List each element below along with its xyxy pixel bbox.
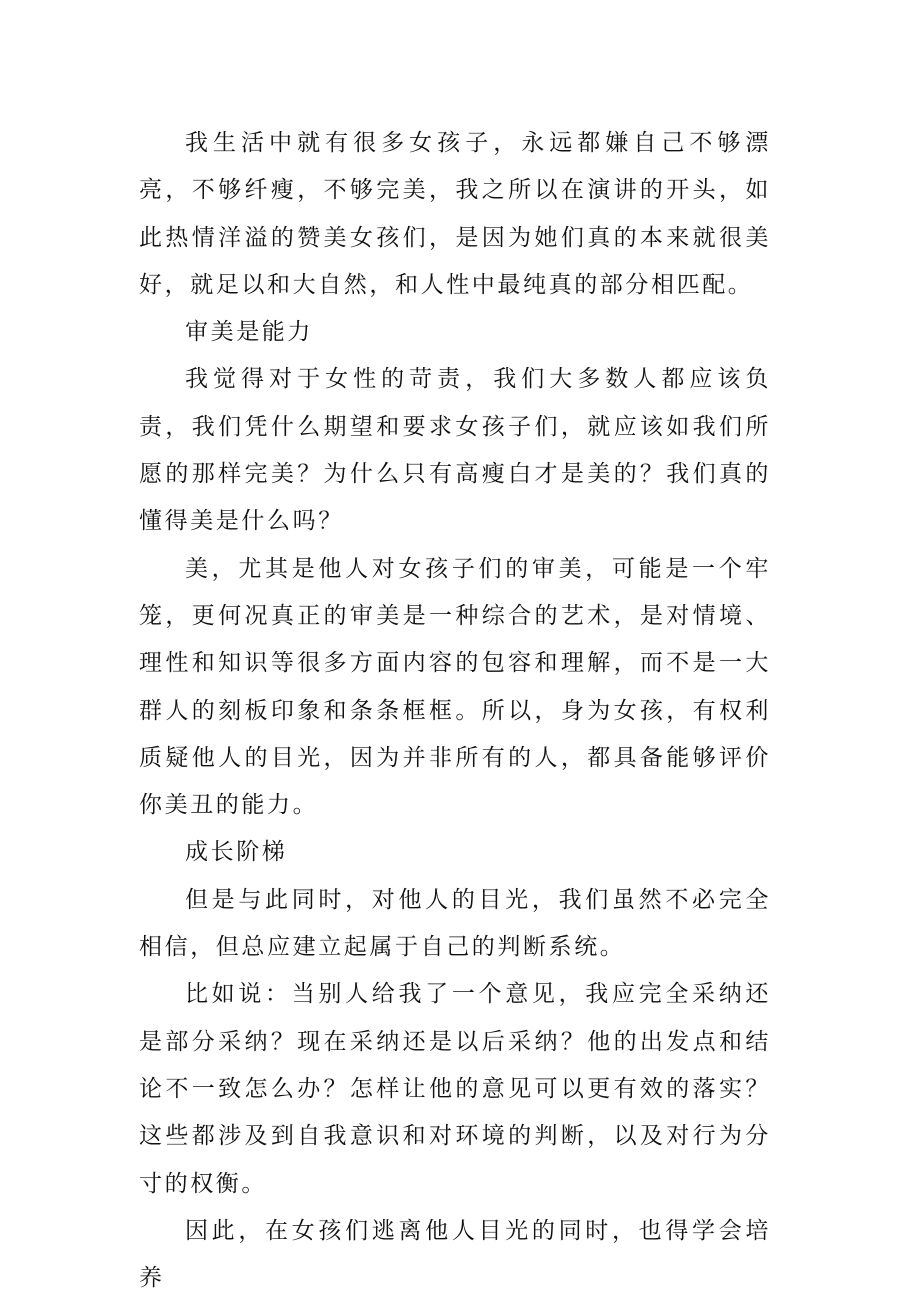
section-heading-aesthetics: 审美是能力 [185, 319, 313, 346]
paragraph-beauty-cage: 美，尤其是他人对女孩子们的审美，可能是一个牢笼，更何况真正的审美是一种综合的艺术，是对情境、理性和知识等很多方面内容的包容和理解，而不是一大群人的刻板印象和条条框框。所以，身为女孩，有权利质疑他人的目光，因为并非所有的人，都具备能够评价你美丑的能力。 [139, 555, 771, 819]
paragraph-judgment-system: 但是与此同时，对他人的目光，我们虽然不必完全相信，但总应建立起属于自己的判断系统。 [139, 886, 771, 961]
paragraph-example: 比如说：当别人给我了一个意见，我应完全采纳还是部分采纳？现在采纳还是以后采纳？他的出发点和结论不一致怎么办？怎样让他的意见可以更有效的落实？这些都涉及到自我意识和对环境的判断，以及对行为分寸的权衡。 [139, 981, 771, 1197]
section-heading-growth: 成长阶梯 [185, 839, 288, 866]
document-body [139, 120, 771, 1302]
paragraph-conclusion: 因此，在女孩们逃离他人目光的同时，也得学会培养 [139, 1217, 771, 1292]
paragraph-intro: 我生活中就有很多女孩子，永远都嫌自己不够漂亮，不够纤瘦，不够完美，我之所以在演讲的开头，如此热情洋溢的赞美女孩们，是因为她们真的本来就很美好，就足以和大自然，和人性中最纯真的部分相匹配。 [139, 130, 771, 298]
paragraph-criticism: 我觉得对于女性的苛责，我们大多数人都应该负责，我们凭什么期望和要求女孩子们，就应该如我们所愿的那样完美？为什么只有高瘦白才是美的？我们真的懂得美是什么吗？ [139, 366, 771, 535]
